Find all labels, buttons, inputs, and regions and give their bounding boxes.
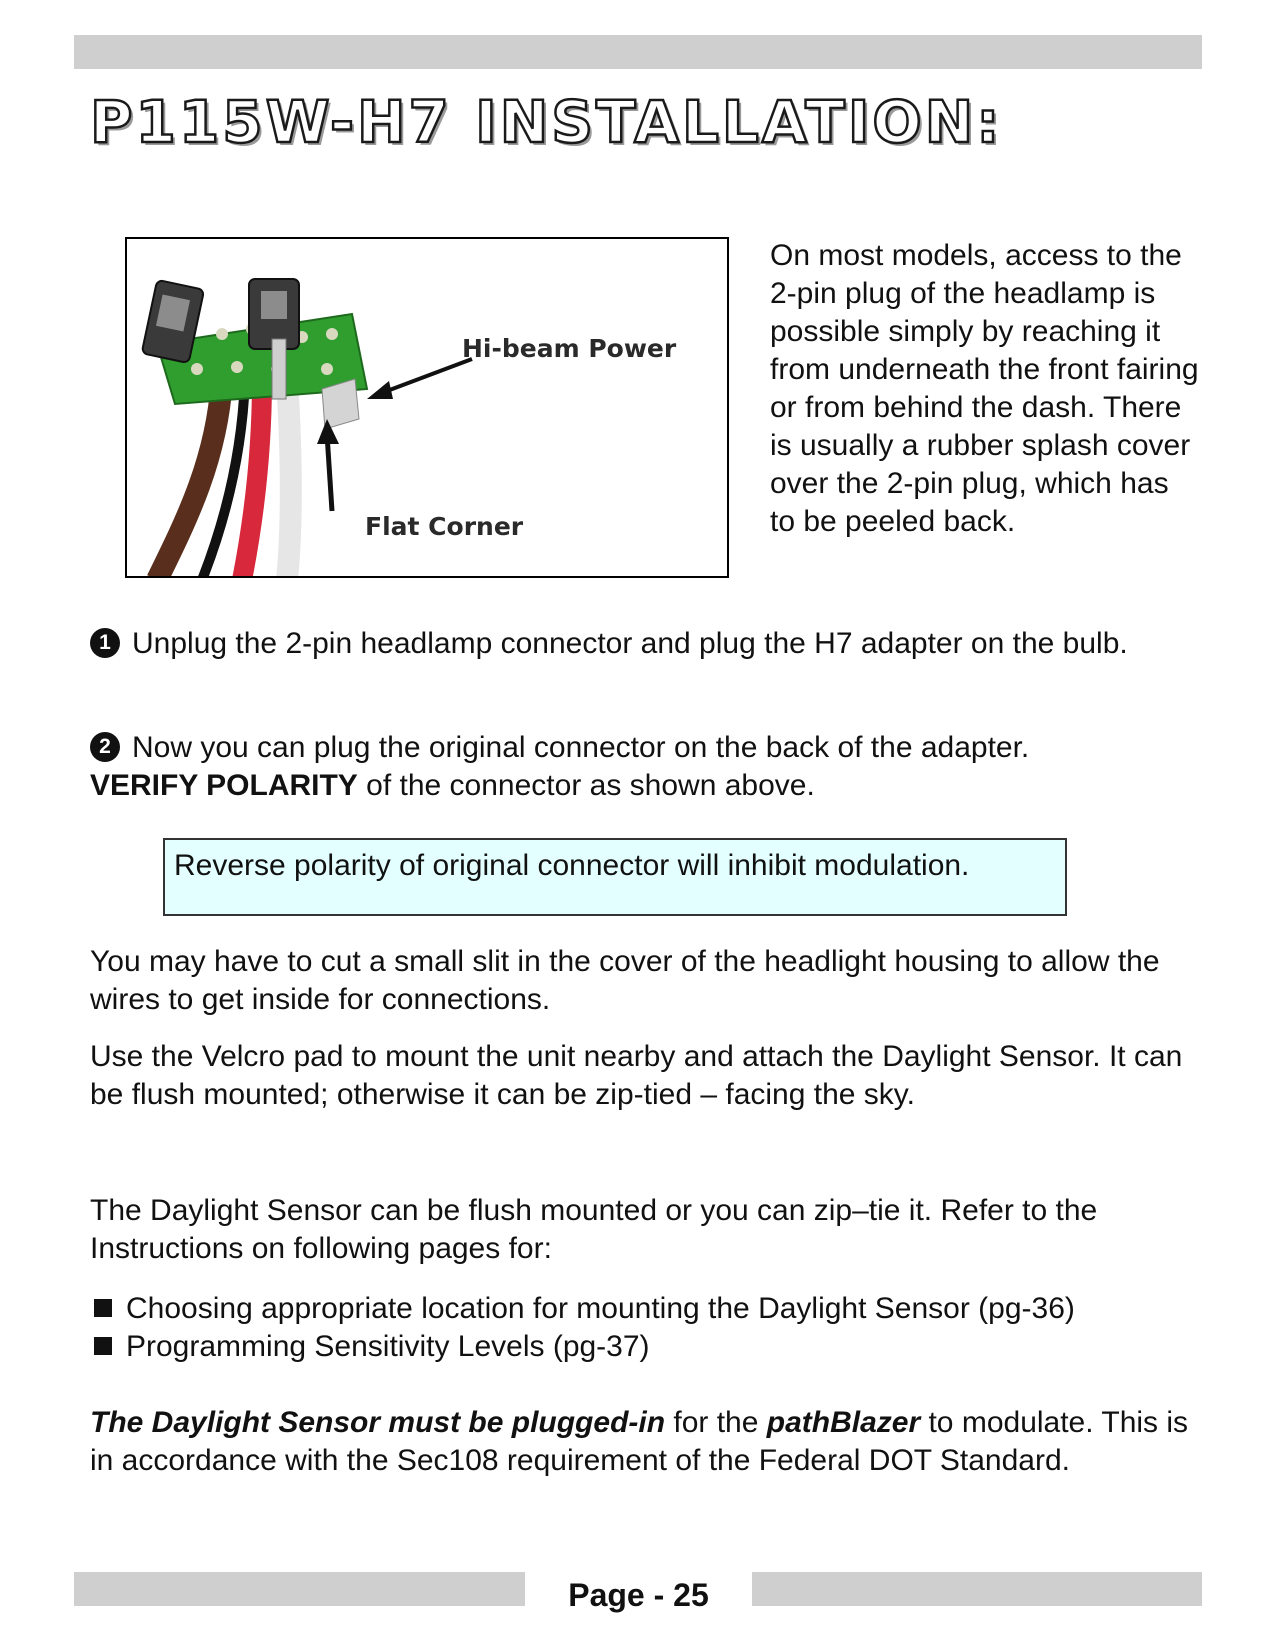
step-2-text-after: of the connector as shown above. — [357, 769, 815, 802]
step-1-marker: 1 — [90, 628, 120, 658]
step-1-text: Unplug the 2-pin headlamp connector and plug the H7 adapter on the bulb. — [132, 627, 1128, 660]
footer-bar-left — [74, 1572, 525, 1606]
final-end-text: to modulate. This is in accordance with the Sec108 requirement of the Federal DOT Standard. — [90, 1406, 1189, 1477]
brand-name: pathBlazer — [766, 1406, 921, 1439]
list-item — [90, 1290, 1075, 1328]
list-item — [90, 1328, 1075, 1366]
square-bullet-icon — [94, 1299, 112, 1317]
sensor-requirement-emphasis: The Daylight Sensor must be plugged-in — [90, 1406, 666, 1439]
step-2-marker: 2 — [90, 732, 120, 762]
dot-standard-paragraph — [90, 1404, 1200, 1480]
list-item-text: Programming Sensitivity Levels (pg-37) — [126, 1330, 650, 1363]
white-wire — [287, 379, 291, 578]
flat-corner-label: Flat Corner — [365, 512, 524, 541]
list-item-text: Choosing appropriate location for mounting the Daylight Sensor (pg-36) — [126, 1292, 1075, 1325]
slit-paragraph: You may have to cut a small slit in the cover of the headlight housing to allow the wires to get inside for connections. — [90, 945, 1160, 1016]
reference-list — [90, 1290, 1075, 1366]
footer-bar-right — [752, 1572, 1202, 1606]
step-2-text: Now you can plug the original connector on the back of the adapter. — [132, 731, 1030, 764]
header-bar — [74, 35, 1202, 69]
hibeam-arrow — [379, 359, 472, 394]
polarity-warning-box: Reverse polarity of original connector will inhibit modulation. — [163, 838, 1067, 916]
intro-paragraph: On most models, access to the 2-pin plug of the headlamp is possible simply by reaching it from underneath the front fairing or from behind the dash. There is usually a rubber splash cover over the 2-pin plug, which has to be peeled back. — [770, 239, 1199, 538]
page-number: Page - 25 — [568, 1577, 709, 1613]
flat-corner-arrow — [327, 434, 332, 511]
hibeam-power-label: Hi-beam Power — [462, 334, 677, 363]
velcro-paragraph: Use the Velcro pad to mount the unit nearby and attach the Daylight Sensor. It can be flush mounted; otherwise it can be zip-tied – facing the sky. — [90, 1040, 1183, 1111]
step-2 — [90, 729, 1200, 805]
verify-polarity-emphasis: VERIFY POLARITY — [90, 769, 358, 802]
step-1 — [90, 625, 1200, 663]
adapter-photo — [125, 237, 729, 578]
sensor-paragraph: The Daylight Sensor can be flush mounted or you can zip–tie it. Refer to the Instructions on following pages for: — [90, 1194, 1098, 1265]
square-bullet-icon — [94, 1337, 112, 1355]
final-mid-text: for the — [665, 1406, 767, 1439]
center-pin — [272, 339, 286, 399]
page-title: P115W-H7 INSTALLATION: — [90, 88, 1003, 156]
